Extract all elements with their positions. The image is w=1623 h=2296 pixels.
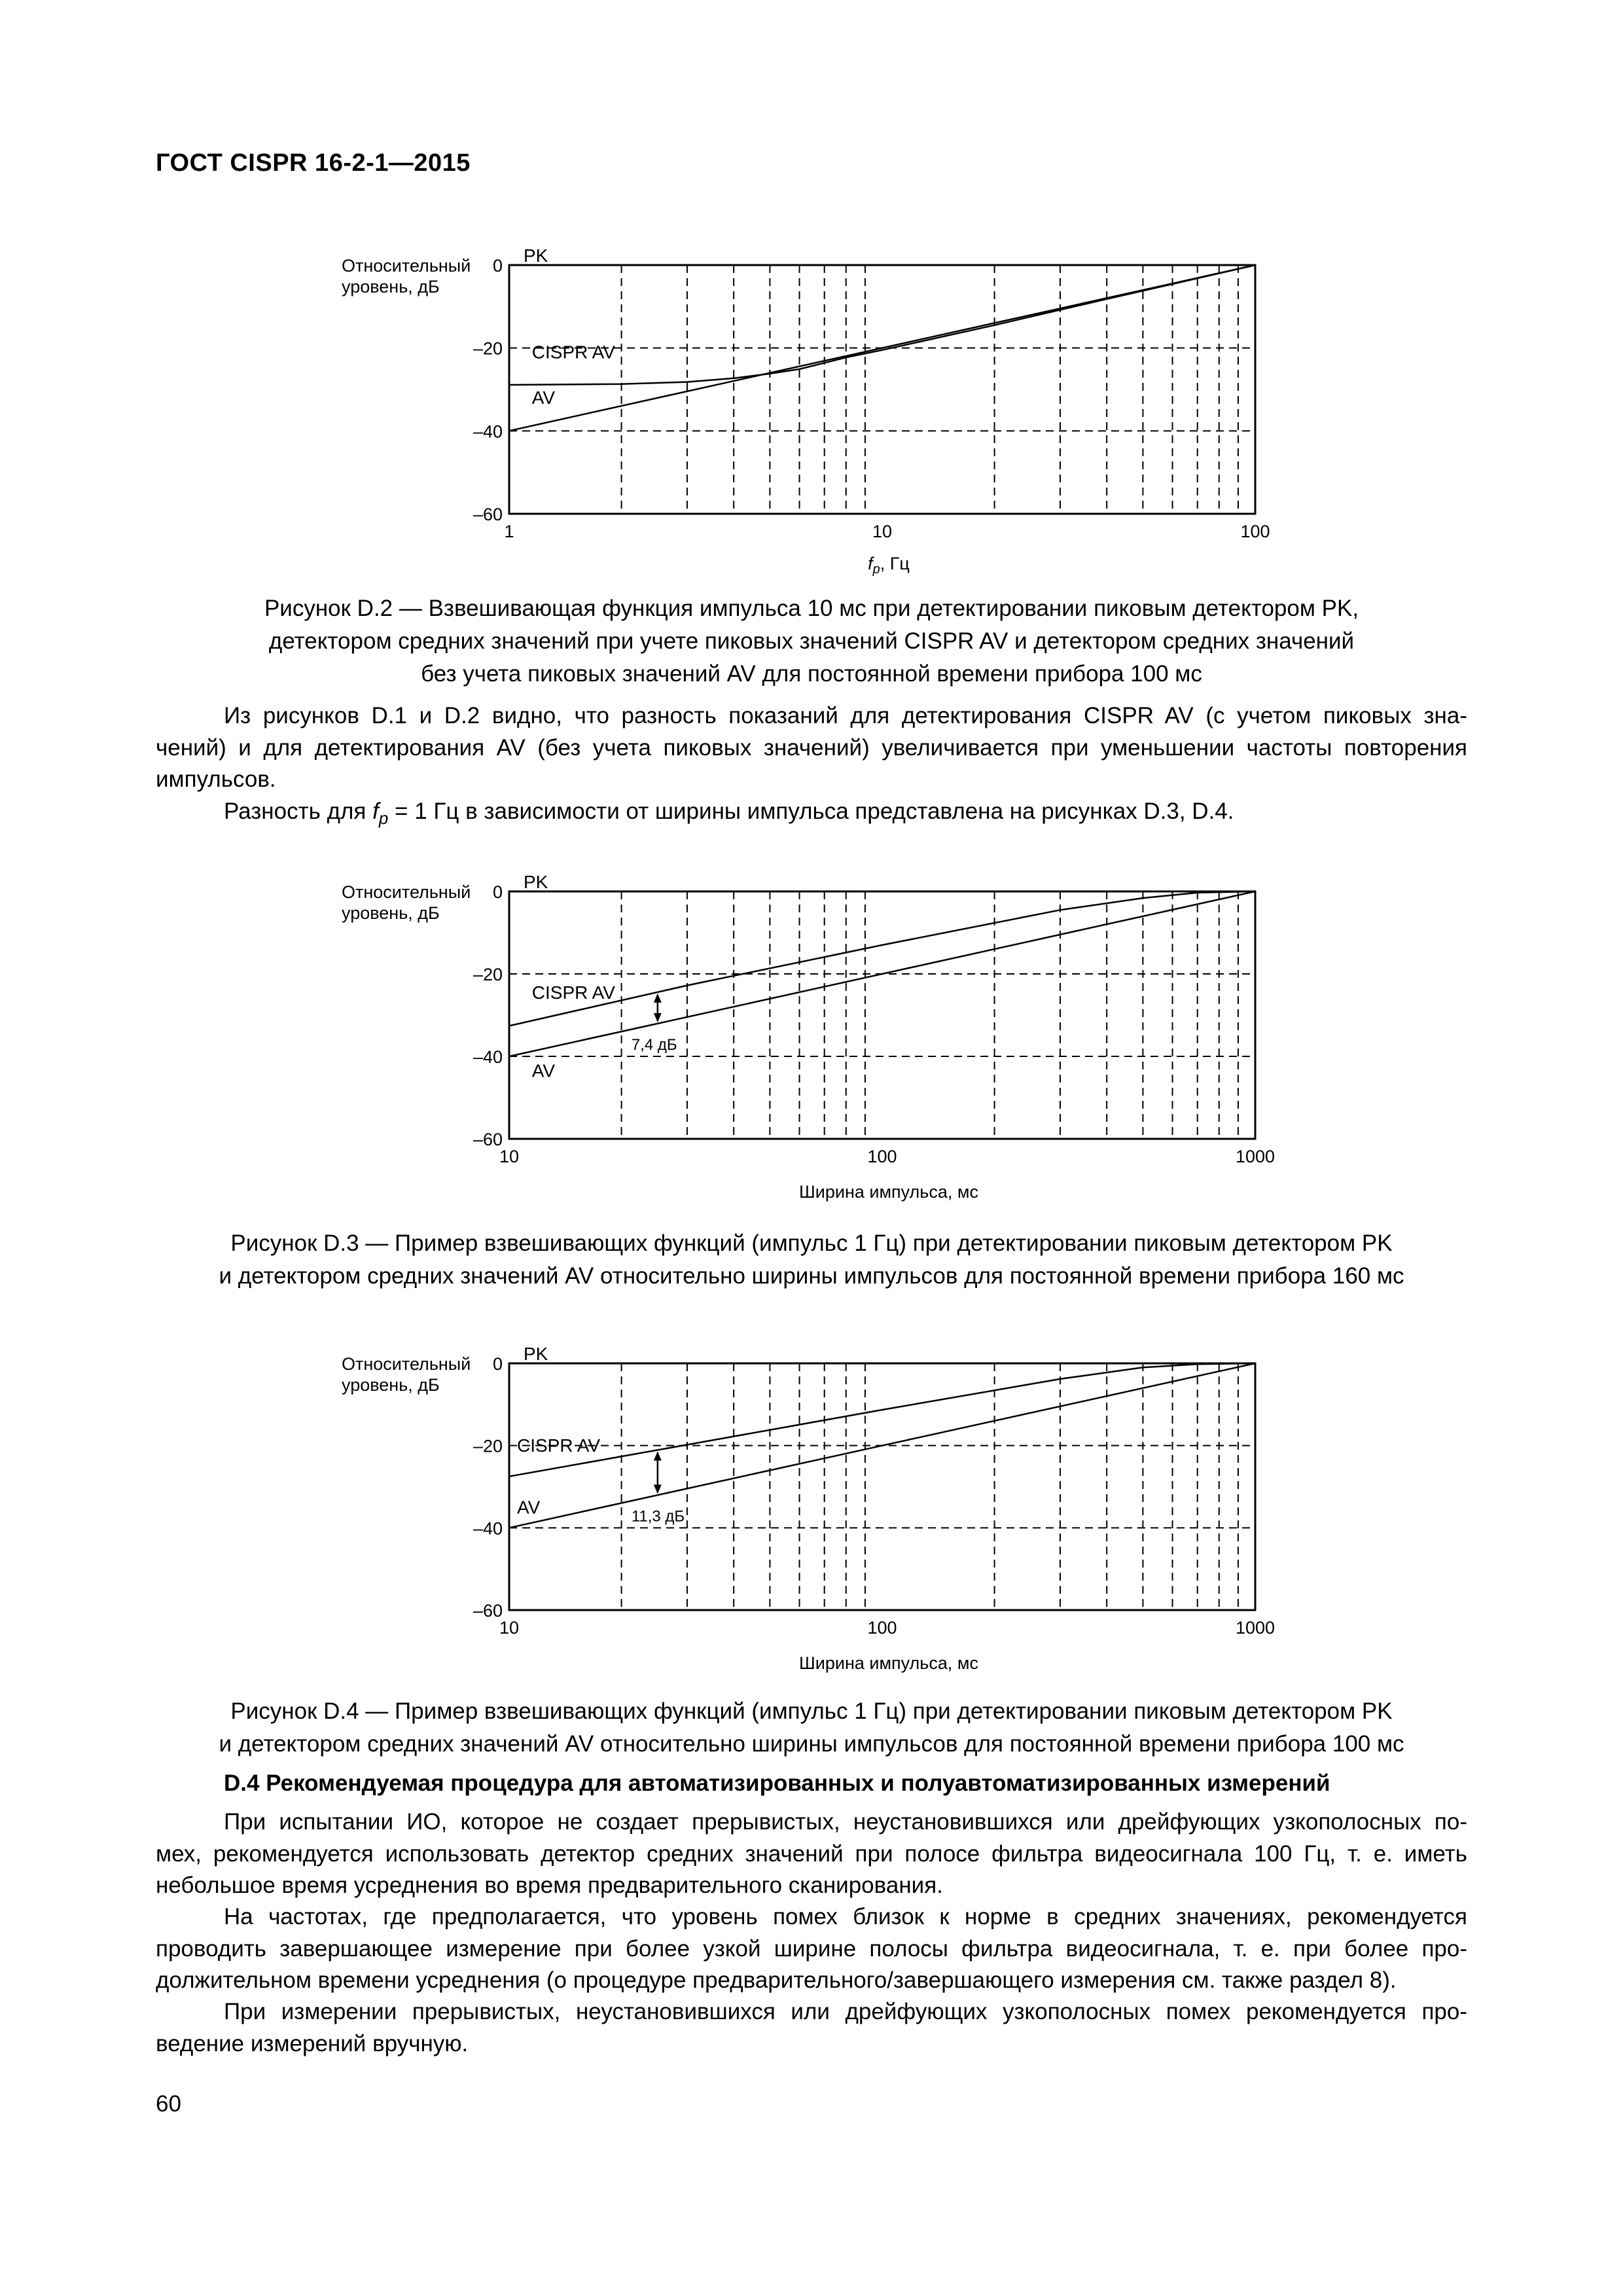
figure-d3	[0, 857, 1623, 1217]
series-label-av: AV	[517, 1497, 541, 1518]
series-label-pk: PK	[524, 872, 548, 892]
document-header: ГОСТ CISPR 16-2-1—2015	[156, 149, 471, 177]
text-line: При измерении прерывистых, неустановившихся или дрейфующих узкополосных помех рекомендуется про-	[224, 1999, 1467, 2024]
x-tick-label: 1	[504, 522, 514, 541]
difference-label: 7,4 дБ	[631, 1035, 677, 1054]
y-tick-label: –20	[473, 965, 503, 984]
caption-line: Рисунок D.4 — Пример взвешивающих функций (импульс 1 Гц) при детектировании пиковым детектором PK	[230, 1698, 1393, 1724]
figure-d3-caption	[131, 1227, 1492, 1293]
text-line: При испытании ИО, которое не создает прерывистых, неустановившихся или дрейфующих узкополосных по-	[224, 1809, 1467, 1835]
y-axis-label: уровень, дБ	[342, 277, 440, 296]
series-label-av: AV	[531, 387, 556, 408]
series-label-av: AV	[531, 1060, 556, 1081]
text-line: ведение измерений вручную.	[156, 2030, 469, 2056]
y-tick-label: –40	[473, 1518, 503, 1539]
paragraph-section-1	[156, 1806, 1467, 1902]
y-tick-label: –40	[473, 1047, 503, 1067]
x-tick-label: 10	[872, 522, 893, 541]
caption-line: Рисунок D.2 — Взвешивающая функция импульса 10 мс при детектировании пиковым детектором PK,	[264, 596, 1359, 621]
y-tick-label: –40	[473, 422, 503, 442]
text-line: На частотах, где предполагается, что уровень помех близок к норме в средних значениях, рекомендуется	[224, 1904, 1467, 1929]
figure-d4	[0, 1325, 1623, 1685]
figure-d2	[0, 236, 1623, 576]
series-label-cispr-av: CISPR AV	[517, 1435, 601, 1456]
x-axis-label: Ширина импульса, мс	[799, 1182, 978, 1202]
paragraph-section-2	[156, 1901, 1467, 1997]
y-axis-label: уровень, дБ	[342, 1375, 440, 1395]
arrow-head-up	[654, 994, 662, 1003]
text-line: Из рисунков D.1 и D.2 видно, что разность показаний для детектирования CISPR AV (с учетом пиковых зна-	[224, 703, 1467, 728]
paragraph-comparison	[156, 700, 1467, 834]
y-tick-label: –60	[473, 1601, 503, 1621]
paragraph-section-3	[156, 1996, 1467, 2060]
y-tick-label: –20	[473, 338, 503, 359]
figure-d2-caption	[131, 592, 1492, 691]
y-tick-label: 0	[492, 1354, 503, 1374]
y-tick-label: –60	[473, 1130, 503, 1149]
y-axis-label: Относительный	[342, 256, 471, 276]
x-axis-label: $f_p$, Гц	[868, 554, 910, 576]
chart-d4	[0, 1325, 1623, 1685]
symbol-f: f	[372, 798, 379, 824]
chart-d2	[0, 236, 1623, 576]
x-tick-label: 100	[1240, 522, 1270, 541]
arrow-head-down	[654, 1013, 662, 1022]
subscript-p: p	[378, 808, 389, 828]
caption-line: и детектором средних значений AV относительно ширины импульсов для постоянной времени прибора 160 мс	[219, 1263, 1404, 1289]
y-tick-label: 0	[492, 256, 503, 276]
y-axis-label: Относительный	[342, 882, 471, 902]
series-label-cispr-av: CISPR AV	[531, 342, 615, 363]
arrow-head-up	[654, 1451, 662, 1460]
series-label-pk: PK	[524, 1344, 548, 1364]
text-line	[156, 796, 1467, 834]
x-tick-label: 1000	[1235, 1618, 1275, 1638]
series-label-pk: PK	[524, 245, 548, 266]
series-label-cispr-av: CISPR AV	[531, 982, 615, 1003]
text-line: небольшое время усреднения во время предварительного сканирования.	[156, 1873, 943, 1898]
page-number: 60	[156, 2091, 181, 2117]
caption-line: детектором средних значений при учете пиковых значений CISPR AV и детектором средних значений	[268, 628, 1355, 654]
caption-line: без учета пиковых значений AV для постоянной времени прибора 100 мс	[421, 661, 1202, 687]
section-title: D.4 Рекомендуемая процедура для автоматизированных и полуавтоматизированных измерений	[224, 1770, 1330, 1796]
x-tick-label: 10	[499, 1618, 520, 1638]
y-axis-label: уровень, дБ	[342, 903, 440, 923]
x-tick-label: 1000	[1235, 1147, 1275, 1166]
text-line: должительном времени усреднения (о процедуре предварительного/завершающего измерения см. также раздел 8).	[156, 1967, 1397, 1993]
y-tick-label: –60	[473, 505, 503, 524]
text-line: проводить завершающее измерение при более узкой ширине полосы фильтра видеосигнала, т. е. при более про-	[156, 1935, 1467, 1962]
x-axis-label: Ширина импульса, мс	[799, 1653, 978, 1673]
text-part: Разность для	[224, 798, 373, 824]
text-part: = 1 Гц в зависимости от ширины импульса представлена на рисунках D.3, D.4.	[388, 798, 1234, 824]
y-tick-label: 0	[492, 882, 503, 902]
text-line: чений) и для детектирования AV (без учета пиковых значений) увеличивается при уменьшении частоты повторения	[156, 734, 1467, 761]
arrow-head-down	[654, 1484, 662, 1494]
y-axis-label: Относительный	[342, 1354, 471, 1374]
text-line: импульсов.	[156, 766, 276, 792]
chart-d3	[0, 857, 1623, 1217]
y-tick-label: –20	[473, 1436, 503, 1456]
x-tick-label: 100	[867, 1618, 897, 1638]
difference-label: 11,3 дБ	[631, 1507, 685, 1526]
x-tick-label: 100	[867, 1147, 897, 1166]
caption-line: и детектором средних значений AV относительно ширины импульсов для постоянной времени прибора 100 мс	[219, 1731, 1404, 1757]
figure-d4-caption	[131, 1695, 1492, 1761]
text-line: мех, рекомендуется использовать детектор средних значений при полосе фильтра видеосигнала 100 Гц, т. е. иметь	[156, 1840, 1467, 1867]
x-tick-label: 10	[499, 1147, 520, 1166]
caption-line: Рисунок D.3 — Пример взвешивающих функций (импульс 1 Гц) при детектировании пиковым детектором PK	[230, 1230, 1393, 1256]
